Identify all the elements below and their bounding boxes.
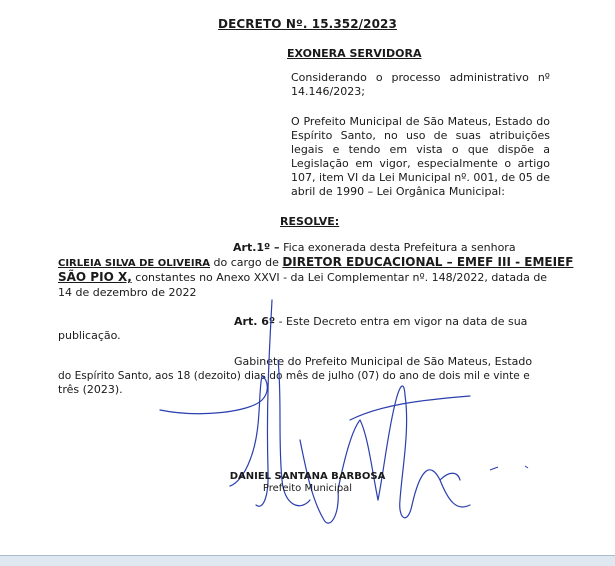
article1-line2 <box>58 255 573 271</box>
closing-line2: do Espírito Santo, aos 18 (dezoito) dias do mês de julho (07) do ano de dois mil e vinte e <box>58 370 530 382</box>
article6-label: Art. 6º <box>234 315 276 328</box>
article1-line1 <box>233 241 516 255</box>
decree-subject: EXONERA SERVIDORA <box>287 47 422 60</box>
article1-line3 <box>58 270 547 285</box>
article1-line4: 14 de dezembro de 2022 <box>58 286 197 299</box>
school-name: SÃO PIO X, <box>58 270 132 284</box>
considering-paragraph: Considerando o processo administrativo nº 14.146/2023; <box>291 71 550 98</box>
employee-name: CIRLEIA SILVA DE OLIVEIRA <box>58 258 211 269</box>
closing-line1: Gabinete do Prefeito Municipal de São Mateus, Estado <box>234 355 533 368</box>
article1-mid-text: do cargo de <box>213 256 279 269</box>
preamble-paragraph: O Prefeito Municipal de São Mateus, Estado do Espírito Santo, no uso de suas atribuições legais e tendo em vista o que dispõe a Legislação em vigor, especialmente o artigo 107, item VI da Lei Municipal nº. 001, de 05 de abril de 1990 – Lei Orgânica Municipal: <box>291 115 550 198</box>
position-title: DIRETOR EDUCACIONAL – EMEF III - EMEIEF <box>282 255 574 269</box>
closing-line3: três (2023). <box>58 383 123 396</box>
article1-line3-text: constantes no Anexo XXVI - da Lei Complementar nº. 148/2022, datada de <box>135 271 548 284</box>
article6-line1 <box>234 315 527 329</box>
article1-text: Fica exonerada desta Prefeitura a senhora <box>283 241 516 254</box>
decree-title: DECRETO Nº. 15.352/2023 <box>218 17 397 31</box>
signatory-name: DANIEL SANTANA BARBOSA <box>229 471 386 482</box>
article6-line2: publicação. <box>58 329 121 342</box>
signatory-role: Prefeito Municipal <box>262 483 353 494</box>
article6-text: - Este Decreto entra em vigor na data de sua <box>278 315 528 328</box>
window-bottom-bar <box>0 555 615 566</box>
article1-label: Art.1º – <box>233 241 280 254</box>
resolve-heading: RESOLVE: <box>280 215 340 228</box>
